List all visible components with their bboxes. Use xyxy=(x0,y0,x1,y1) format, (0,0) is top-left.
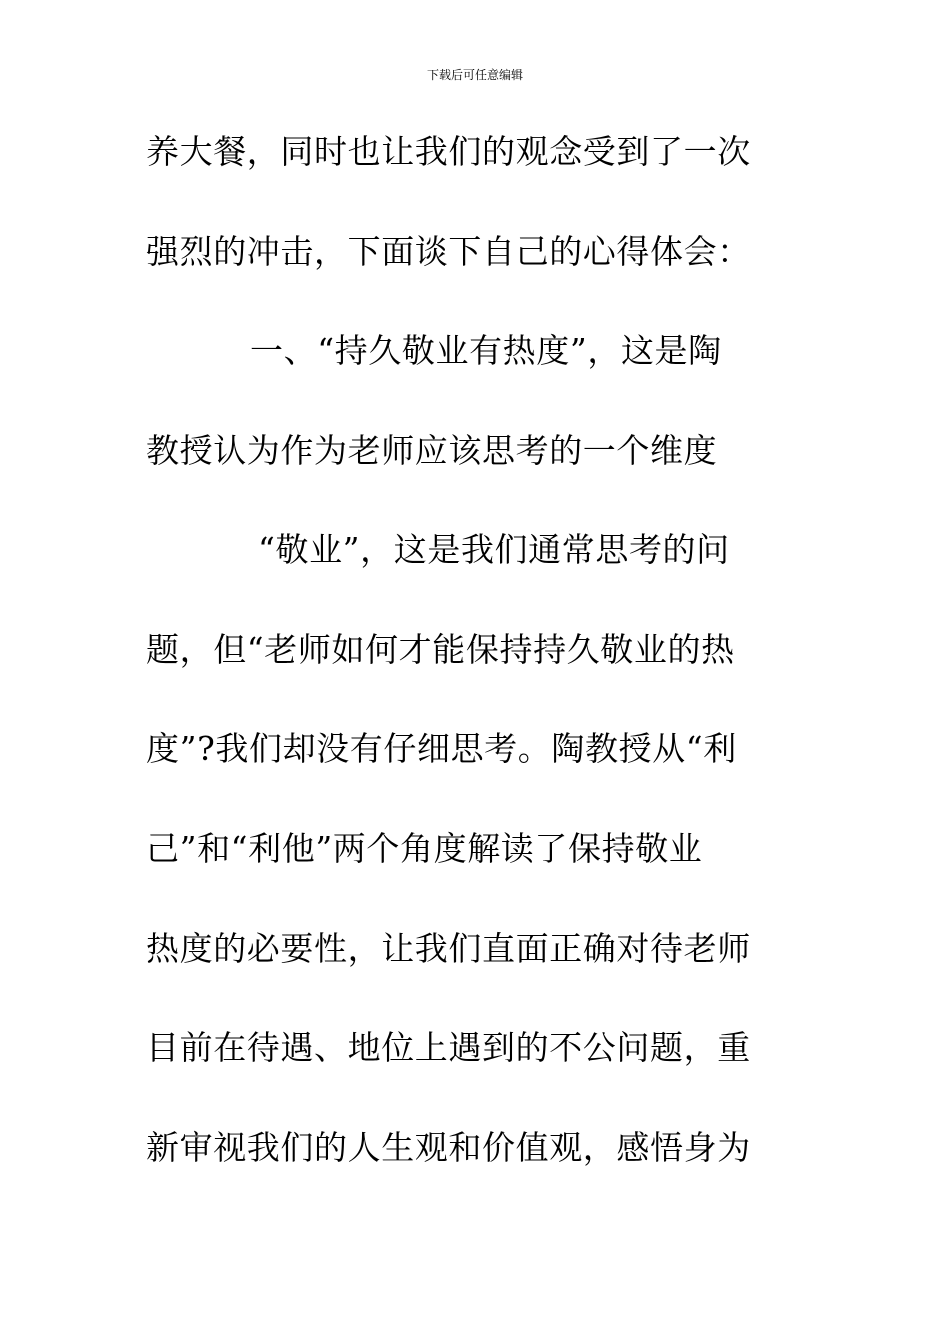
body-line-8: 己”和“利他”两个角度解读了保持敬业 xyxy=(146,829,703,868)
page-header: 下载后可任意编辑 xyxy=(426,68,523,82)
body-line-2: 强烈的冲击，下面谈下自己的心得体会： xyxy=(146,232,751,271)
body-line-11: 新审视我们的人生观和价值观，感悟身为 xyxy=(146,1128,751,1167)
body-line-5: “敬业”，这是我们通常思考的问 xyxy=(258,530,730,569)
body-line-6: 题，但“老师如何才能保持持久敬业的热 xyxy=(146,630,735,669)
body-line-1: 养大餐，同时也让我们的观念受到了一次 xyxy=(146,132,751,171)
body-line-3: 一、“持久敬业有热度”，这是陶 xyxy=(250,331,722,370)
body-line-7: 度”?我们却没有仔细思考。陶教授从“利 xyxy=(146,729,737,768)
body-line-9: 热度的必要性，让我们直面正确对待老师 xyxy=(146,929,751,968)
body-line-10: 目前在待遇、地位上遇到的不公问题，重 xyxy=(146,1028,751,1067)
body-line-4: 教授认为作为老师应该思考的一个维度 xyxy=(146,431,718,470)
